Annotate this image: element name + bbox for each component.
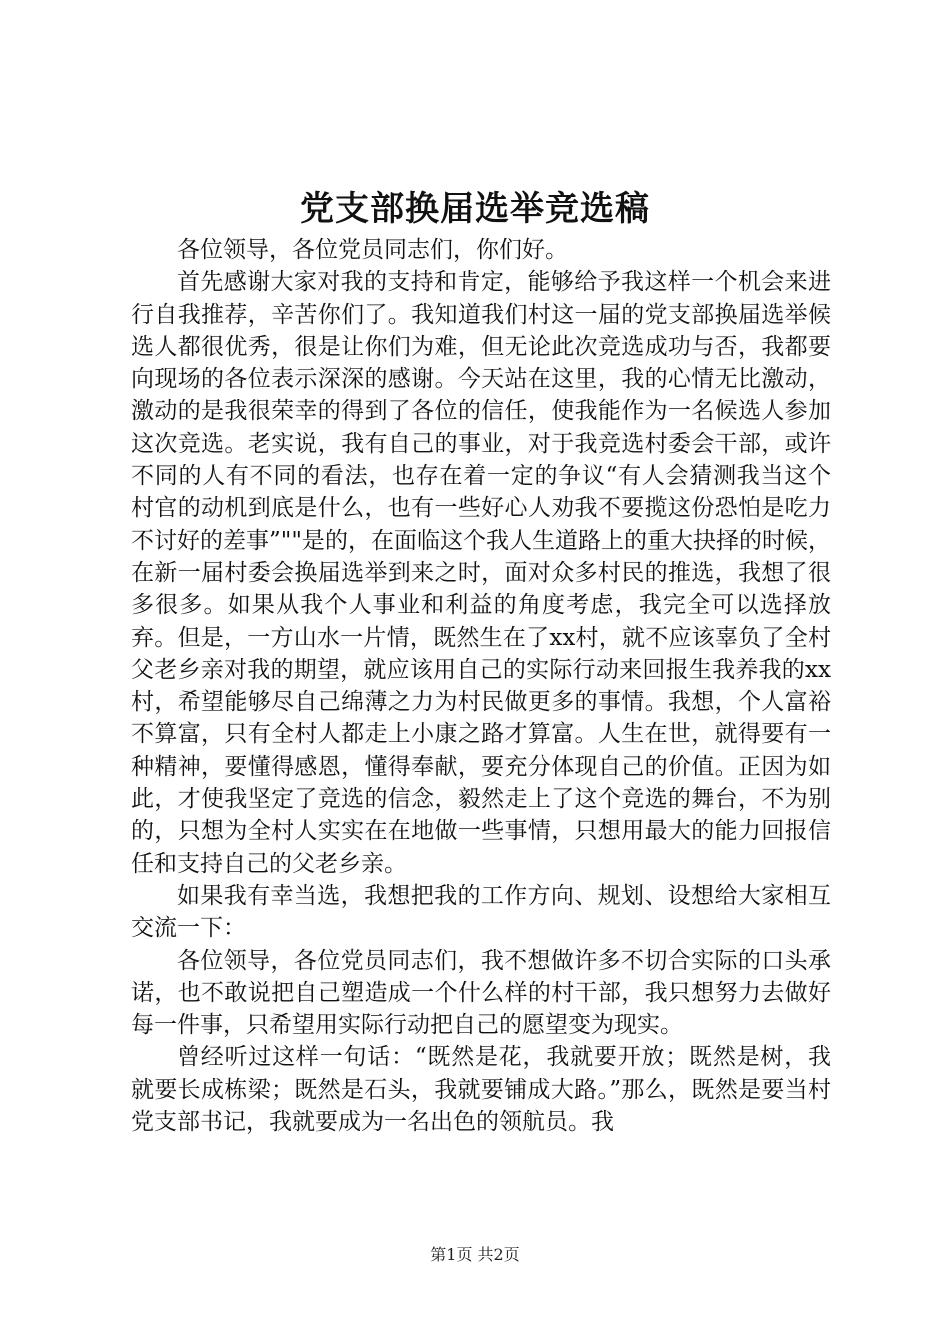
page-number-footer: 第1页 共2页 [430,1245,520,1264]
paragraph-thanks: 首先感谢大家对我的支持和肯定，能够给予我这样一个机会来进行自我推荐，辛苦你们了。我知道我们村这一届的党支部换届选举候选人都很优秀，很是让你们为难，但无论此次竞选成功与否，我都要向现场的各位表示深深的感谢。今天站在这里，我的心情无比激动，激动的是我很荣幸的得到了各位的信任，使我能作为一名候选人参加这次竞选。老实说，我有自己的事业，对于我竞选村委会干部，或许不同的人有不同的看法，也存在着一定的争议“有人会猜测我当这个村官的动机到底是什么，也有一些好心人劝我不要揽这份恐怕是吃力不讨好的差事”""是的，在面临这个我人生道路上的重大抉择的时候，在新一届村委会换届选举到来之时，面对众多村民的推选，我想了很多很多。如果从我个人事业和利益的角度考虑，我完全可以选择放弃。但是，一方山水一片情，既然生在了xx村，就不应该辜负了全村父老乡亲对我的期望，就应该用自己的实际行动来回报生我养我的xx村，希望能够尽自己绵薄之力为村民做更多的事情。我想，个人富裕不算富，只有全村人都走上小康之路才算富。人生在世，就得要有一种精神，要懂得感恩，懂得奉献，要充分体现自己的价值。正因为如此，才使我坚定了竞选的信念，毅然走上了这个竞选的舞台，不为别的，只想为全村人实实在在地做一些事情，只想用最大的能力回报信任和支持自己的父老乡亲。 [131,269,831,877]
paragraph-if-elected: 如果我有幸当选，我想把我的工作方向、规划、设想给大家相互交流一下： [131,882,831,942]
document-body [131,234,831,1138]
document-title: 党支部换届选举竞选稿 [300,189,650,229]
paragraph-quote: 曾经听过这样一句话：“既然是花，我就要开放；既然是树，我就要长成栋梁；既然是石头，我就要铺成大路。”那么，既然是要当村党支部书记，我就要成为一名出色的领航员。我 [131,1044,831,1136]
paragraph-greeting: 各位领导，各位党员同志们，你们好。 [177,237,568,263]
paragraph-promise: 各位领导，各位党员同志们，我不想做许多不切合实际的口头承诺，也不敢说把自己塑造成一个什么样的村干部，我只想努力去做好每一件事，只希望用实际行动把自己的愿望变为现实。 [131,947,831,1039]
